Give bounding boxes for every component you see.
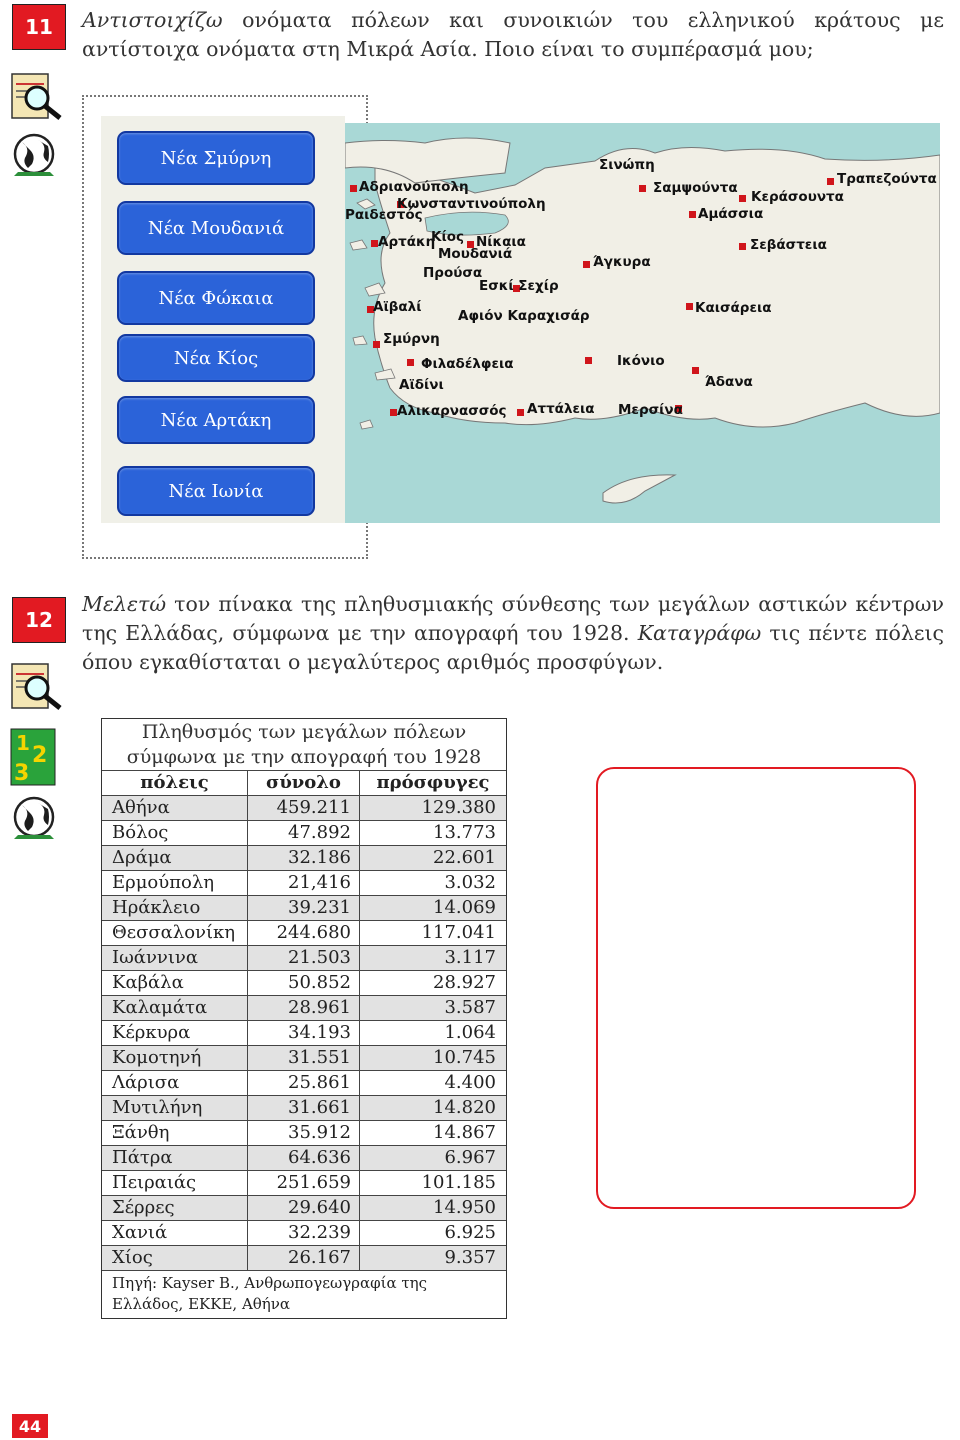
new-city-nea-moudania[interactable]: Νέα Μουδανιά — [117, 201, 315, 255]
total-cell: 31.551 — [248, 1046, 360, 1070]
city-marker — [692, 367, 699, 374]
map-label-mersina: Μερσίνα — [618, 402, 683, 418]
total-cell: 26.167 — [248, 1246, 360, 1270]
instruction-text: τον πίνακα της πληθυσμιακής σύνθεσης των μεγάλων αστικών κέντρων της Ελλάδας, σύμφωνα με την απογραφή του 1928. — [82, 592, 944, 645]
table-row — [102, 1095, 506, 1120]
map-label-smyrni: Σμύρνη — [383, 331, 440, 347]
table-row — [102, 1070, 506, 1095]
table-row — [102, 1120, 506, 1145]
map-label-nikaia: Νίκαια — [476, 234, 526, 250]
refugees-cell: 6.967 — [444, 1147, 496, 1168]
new-city-nea-artaki[interactable]: Νέα Αρτάκη — [117, 396, 315, 444]
city-marker — [827, 178, 834, 185]
map-label-konstantinoupoli: Κωνσταντινούπολη — [397, 196, 546, 212]
total-cell: 29.640 — [248, 1196, 360, 1220]
city-marker — [517, 409, 524, 416]
table-title-line-1: Πληθυσμός των μεγάλων πόλεων — [141, 721, 467, 743]
map-label-adana: Άδανα — [705, 374, 753, 390]
table-row — [102, 970, 506, 995]
total-cell: 32.239 — [248, 1221, 360, 1245]
refugees-cell: 3.032 — [444, 872, 496, 893]
city-marker — [686, 303, 693, 310]
city-cell: Δράμα — [102, 846, 248, 870]
map-label-sevasteia: Σεβάστεια — [750, 237, 827, 253]
total-cell: 459.211 — [248, 796, 360, 820]
city-marker — [583, 261, 590, 268]
city-marker — [739, 243, 746, 250]
table-row — [102, 1145, 506, 1170]
map-label-ikonio: Ικόνιο — [617, 353, 665, 369]
map-label-aivali: Αϊβαλί — [373, 299, 422, 315]
table-row — [102, 945, 506, 970]
instruction-text: ονόματα πόλεων και συνοικιών του ελληνικού κράτους με αντίστοιχα ονόματα στη Μικρά Ασία. Ποιο είναι το συμπέρασμά μου; — [82, 8, 944, 61]
city-cell: Πάτρα — [102, 1146, 248, 1170]
table-row — [102, 1170, 506, 1195]
refugees-cell: 28.927 — [433, 972, 496, 993]
table-row — [102, 1245, 506, 1270]
refugees-cell: 129.380 — [421, 797, 496, 818]
map-label-alikarnassos: Αλικαρνασσός — [397, 403, 507, 419]
exercise-number-badge: 11 — [12, 4, 66, 50]
map-label-kaisareia: Καισάρεια — [695, 300, 772, 316]
column-header-total: σύνολο — [248, 771, 360, 795]
refugees-cell: 3.117 — [444, 947, 496, 968]
refugees-cell: 3.587 — [444, 997, 496, 1018]
magnifier-icon — [10, 72, 64, 126]
city-cell: Κομοτηνή — [102, 1046, 248, 1070]
total-cell: 35.912 — [248, 1121, 360, 1145]
city-cell: Καλαμάτα — [102, 996, 248, 1020]
refugees-cell: 4.400 — [444, 1072, 496, 1093]
city-marker — [390, 409, 397, 416]
city-cell: Ερμούπολη — [102, 871, 248, 895]
city-cell: Αθήνα — [102, 796, 248, 820]
city-marker — [689, 211, 696, 218]
map-label-raidestos: Ραιδεστός — [345, 207, 423, 223]
total-cell: 21,416 — [248, 871, 360, 895]
total-cell: 39.231 — [248, 896, 360, 920]
map-label-kerasounta: Κεράσουντα — [751, 189, 844, 205]
total-cell: 50.852 — [248, 971, 360, 995]
city-cell: Θεσσαλονίκη — [102, 921, 248, 945]
new-city-nea-fokaia[interactable]: Νέα Φώκαια — [117, 271, 315, 325]
table-row — [102, 795, 506, 820]
table-title — [102, 719, 506, 770]
table-row — [102, 1195, 506, 1220]
map-label-trapezounta: Τραπεζούντα — [837, 171, 937, 187]
refugees-cell: 22.601 — [433, 847, 496, 868]
table-row — [102, 1020, 506, 1045]
city-marker — [350, 185, 357, 192]
city-cell: Σέρρες — [102, 1196, 248, 1220]
population-table — [101, 718, 507, 1319]
table-header-row — [102, 770, 506, 795]
total-cell: 251.659 — [248, 1171, 360, 1195]
city-cell: Χανιά — [102, 1221, 248, 1245]
city-marker — [639, 185, 646, 192]
instruction-text: τις πέντε πόλεις όπου εγκαθίσταται ο μεγαλύτερος αριθμός προσφύγων. — [82, 621, 945, 674]
total-cell: 25.861 — [248, 1071, 360, 1095]
city-cell: Χίος — [102, 1246, 248, 1270]
refugees-cell: 9.357 — [444, 1247, 496, 1268]
city-marker — [739, 195, 746, 202]
map-label-amassia: Αμάσσια — [698, 206, 764, 222]
refugees-cell: 117.041 — [421, 922, 496, 943]
new-city-nea-smyrni[interactable]: Νέα Σμύρνη — [117, 131, 315, 185]
table-row — [102, 845, 506, 870]
city-cell: Ξάνθη — [102, 1121, 248, 1145]
map-label-artaki: Αρτάκη — [378, 234, 436, 250]
city-cell: Ιωάννινα — [102, 946, 248, 970]
svg-text:2: 2 — [32, 743, 48, 768]
table-row — [102, 995, 506, 1020]
map-label-kios: Κίος — [431, 229, 464, 245]
table-title-line-2: σύμφωνα με την απογραφή του 1928 — [126, 746, 482, 768]
total-cell: 32.186 — [248, 846, 360, 870]
map-label-afion-karachisar: Αφιόν Καραχισάρ — [458, 308, 590, 324]
city-cell: Μυτιλήνη — [102, 1096, 248, 1120]
total-cell: 34.193 — [248, 1021, 360, 1045]
column-header-refugees: πρόσφυγες — [376, 772, 490, 793]
refugees-cell: 1.064 — [444, 1022, 496, 1043]
answer-box[interactable] — [596, 767, 916, 1209]
refugees-cell: 10.745 — [433, 1047, 496, 1068]
city-cell: Λάρισα — [102, 1071, 248, 1095]
table-row — [102, 895, 506, 920]
table-row — [102, 1220, 506, 1245]
table-row — [102, 870, 506, 895]
map-label-agkyra: Άγκυρα — [593, 254, 651, 270]
refugees-cell: 6.925 — [444, 1222, 496, 1243]
city-cell: Πειραιάς — [102, 1171, 248, 1195]
city-marker — [407, 359, 414, 366]
table-row — [102, 820, 506, 845]
table-source: Πηγή: Kayser B., Ανθρωπογεωγραφία της Ελλάδος, ΕΚΚΕ, Αθήνα — [102, 1270, 506, 1318]
column-header-cities: πόλεις — [102, 771, 248, 795]
city-marker — [371, 240, 378, 247]
refugees-cell: 14.069 — [433, 897, 496, 918]
refugees-cell: 14.867 — [433, 1122, 496, 1143]
map-label-filadelfeia: Φιλαδέλφεια — [421, 356, 514, 372]
numbers-icon — [10, 728, 56, 790]
globe-icon — [10, 132, 58, 184]
city-cell: Καβάλα — [102, 971, 248, 995]
total-cell: 31.661 — [248, 1096, 360, 1120]
map-label-sampsounta: Σαμψούντα — [653, 180, 738, 196]
total-cell: 21.503 — [248, 946, 360, 970]
svg-text:3: 3 — [14, 761, 30, 786]
map-label-sinopi: Σινώπη — [599, 157, 655, 173]
exercise-11-instruction — [82, 6, 944, 64]
instruction-verb: Αντιστοιχίζω — [82, 8, 223, 32]
map-label-moudania: Μουδανιά — [438, 246, 513, 262]
city-cell: Κέρκυρα — [102, 1021, 248, 1045]
total-cell: 28.961 — [248, 996, 360, 1020]
total-cell: 244.680 — [248, 921, 360, 945]
city-cell: Βόλος — [102, 821, 248, 845]
refugees-cell: 101.185 — [421, 1172, 496, 1193]
map-label-prousa: Προύσα — [423, 265, 483, 281]
instruction-verb: Καταγράφω — [637, 621, 762, 645]
total-cell: 64.636 — [248, 1146, 360, 1170]
instruction-verb: Μελετώ — [82, 592, 167, 616]
refugees-cell: 14.820 — [433, 1097, 496, 1118]
table-body — [102, 795, 506, 1270]
magnifier-icon — [10, 662, 64, 716]
svg-text:1: 1 — [16, 731, 30, 755]
map-label-eski-sehir: Εσκί Σεχίρ — [479, 278, 559, 294]
globe-icon — [10, 795, 58, 847]
map-label-aidini: Αϊδίνι — [399, 377, 444, 393]
refugees-cell: 14.950 — [433, 1197, 496, 1218]
map-label-adrianoupoli: Αδριανούπολη — [359, 179, 469, 195]
map-label-attaleia: Αττάλεια — [527, 401, 595, 417]
table-row — [102, 920, 506, 945]
refugees-cell: 13.773 — [433, 822, 496, 843]
total-cell: 47.892 — [248, 821, 360, 845]
city-marker — [373, 341, 380, 348]
page-number: 44 — [12, 1414, 48, 1438]
exercise-12-instruction — [82, 590, 944, 677]
table-row — [102, 1045, 506, 1070]
exercise-number-badge: 12 — [12, 597, 66, 643]
city-marker — [585, 357, 592, 364]
new-city-nea-kios[interactable]: Νέα Κίος — [117, 334, 315, 382]
new-city-nea-ionia[interactable]: Νέα Ιωνία — [117, 466, 315, 516]
asia-minor-map — [345, 123, 940, 523]
city-cell: Ηράκλειο — [102, 896, 248, 920]
